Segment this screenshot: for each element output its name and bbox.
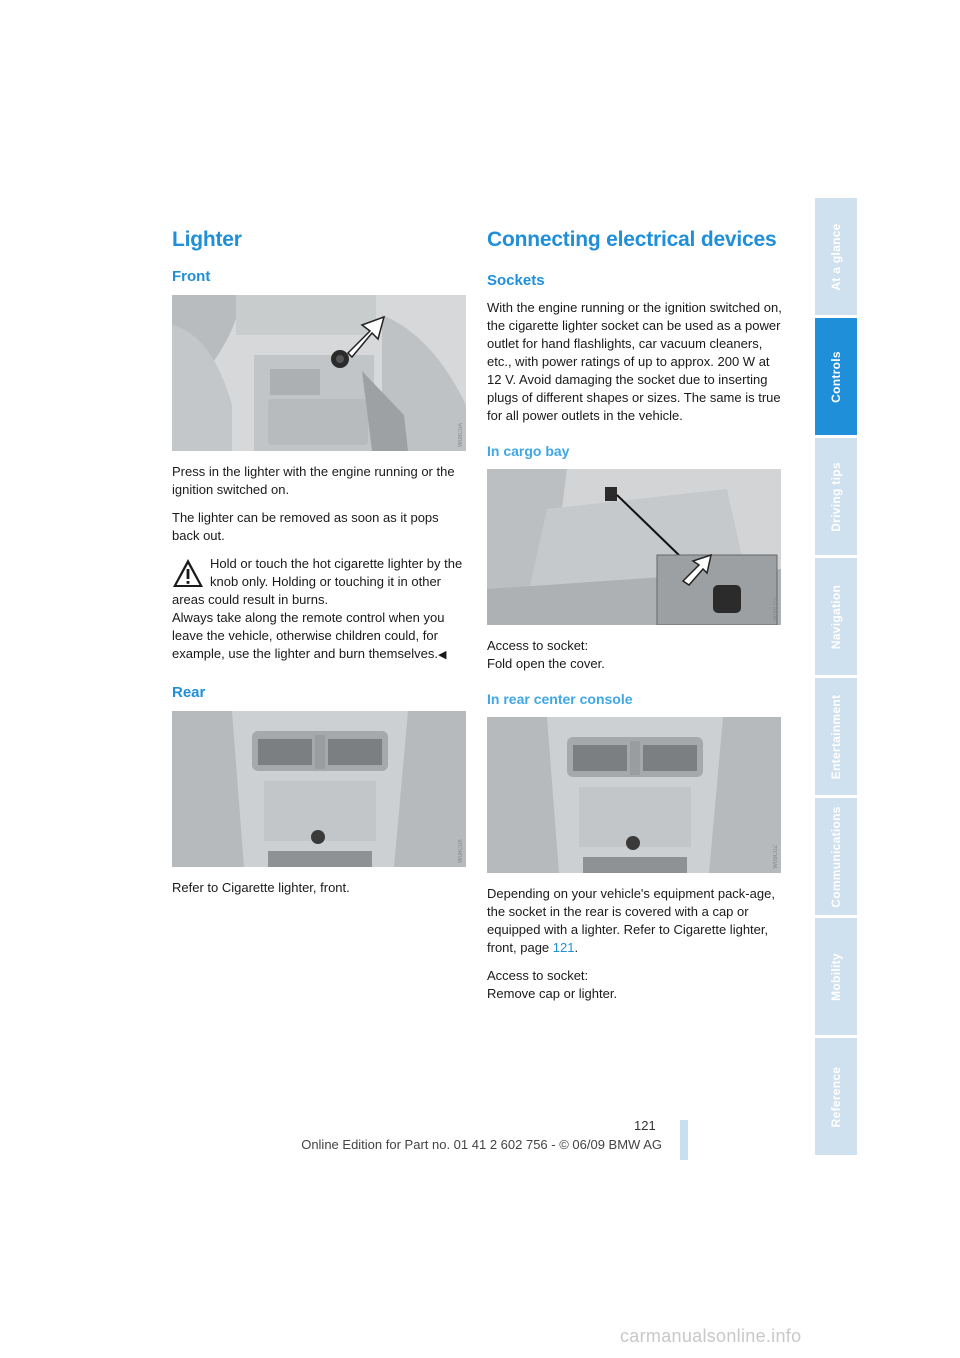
console-paragraph-end: . <box>574 940 579 955</box>
cargo-bay-heading: In cargo bay <box>487 443 570 459</box>
console-paragraph-2: Access to socket: <box>487 968 589 983</box>
edition-footer: Online Edition for Part no. 01 41 2 602 756 - © 06/09 BMW AG <box>301 1137 662 1152</box>
chapter-tabs <box>815 198 857 1158</box>
tab-at-a-glance[interactable] <box>815 198 857 315</box>
rear-console-heading: In rear center console <box>487 691 633 707</box>
tab-controls[interactable] <box>815 318 857 435</box>
tab-mobility[interactable] <box>815 918 857 1035</box>
rear-heading: Rear <box>172 684 206 701</box>
warning-block <box>172 555 468 664</box>
left-column <box>172 228 468 907</box>
site-watermark: carmanualsonline.info <box>620 1326 802 1346</box>
tab-navigation[interactable] <box>815 558 857 675</box>
cargo-paragraph-2: Fold open the cover. <box>487 656 605 671</box>
rear-console-photo <box>487 717 781 873</box>
image-code: W08C0A <box>458 422 464 447</box>
front-lighter-photo <box>172 295 466 451</box>
console-paragraph-1 <box>487 885 783 957</box>
right-column <box>487 228 783 1013</box>
sockets-heading: Sockets <box>487 272 545 289</box>
cargo-bay-photo <box>487 469 781 625</box>
rear-lighter-photo <box>172 711 466 867</box>
lighter-heading: Lighter <box>172 228 242 251</box>
rear-paragraph: Refer to Cigarette lighter, front. <box>172 880 350 895</box>
tab-label: At a glance <box>829 222 843 291</box>
tab-label: Entertainment <box>829 694 843 779</box>
warning-text: Hold or touch the hot cigarette lighter by the knob only. Holding or touching it in other areas could result in burns. <box>172 556 463 607</box>
image-code-4: W08C0Z <box>773 845 779 869</box>
footer-bar <box>680 1120 688 1160</box>
tab-label: Driving tips <box>829 461 843 532</box>
page-number: 121 <box>634 1118 656 1133</box>
tab-reference[interactable] <box>815 1038 857 1155</box>
image-code-3: W08C0Y <box>773 596 779 621</box>
tab-label: Mobility <box>829 952 843 1001</box>
tab-label: Navigation <box>829 584 843 649</box>
tab-communications[interactable] <box>815 798 857 915</box>
tab-entertainment[interactable] <box>815 678 857 795</box>
end-mark: ◀ <box>437 649 447 661</box>
front-heading: Front <box>172 268 211 285</box>
console-paragraph-text: Depending on your vehicle's equipment pack-age, the socket in the rear is covered with a cap or equipped with a lighter. Refer to Cigarette lighter, front, page <box>487 886 775 955</box>
image-code-2: W08C0X <box>458 838 464 863</box>
page-link-121[interactable]: 121 <box>552 940 575 955</box>
warning-triangle-icon <box>172 557 204 589</box>
tab-label: Reference <box>829 1066 843 1127</box>
tab-label: Communications <box>829 805 843 908</box>
front-paragraph-2: The lighter can be removed as soon as it pops back out. <box>172 510 439 543</box>
connecting-devices-heading: Connecting electrical devices <box>487 228 777 251</box>
sockets-paragraph: With the engine running or the ignition switched on, the cigarette lighter socket can be used as a power outlet for hand flashlights, car vacuum cleaners, etc., with power ratings of up to approx. 200 W at 12 V. Avoid damaging the socket due to inserting plugs of different shapes or sizes. The same is true for all power outlets in the vehicle. <box>487 300 782 423</box>
warning-text-2: Always take along the remote control when you leave the vehicle, otherwise children could, for example, use the lighter and burn themselves. <box>172 610 445 661</box>
cargo-paragraph-1: Access to socket: <box>487 638 589 653</box>
front-paragraph-1: Press in the lighter with the engine running or the ignition switched on. <box>172 464 455 497</box>
console-paragraph-3: Remove cap or lighter. <box>487 986 618 1001</box>
tab-driving-tips[interactable] <box>815 438 857 555</box>
tab-label: Controls <box>829 350 843 403</box>
